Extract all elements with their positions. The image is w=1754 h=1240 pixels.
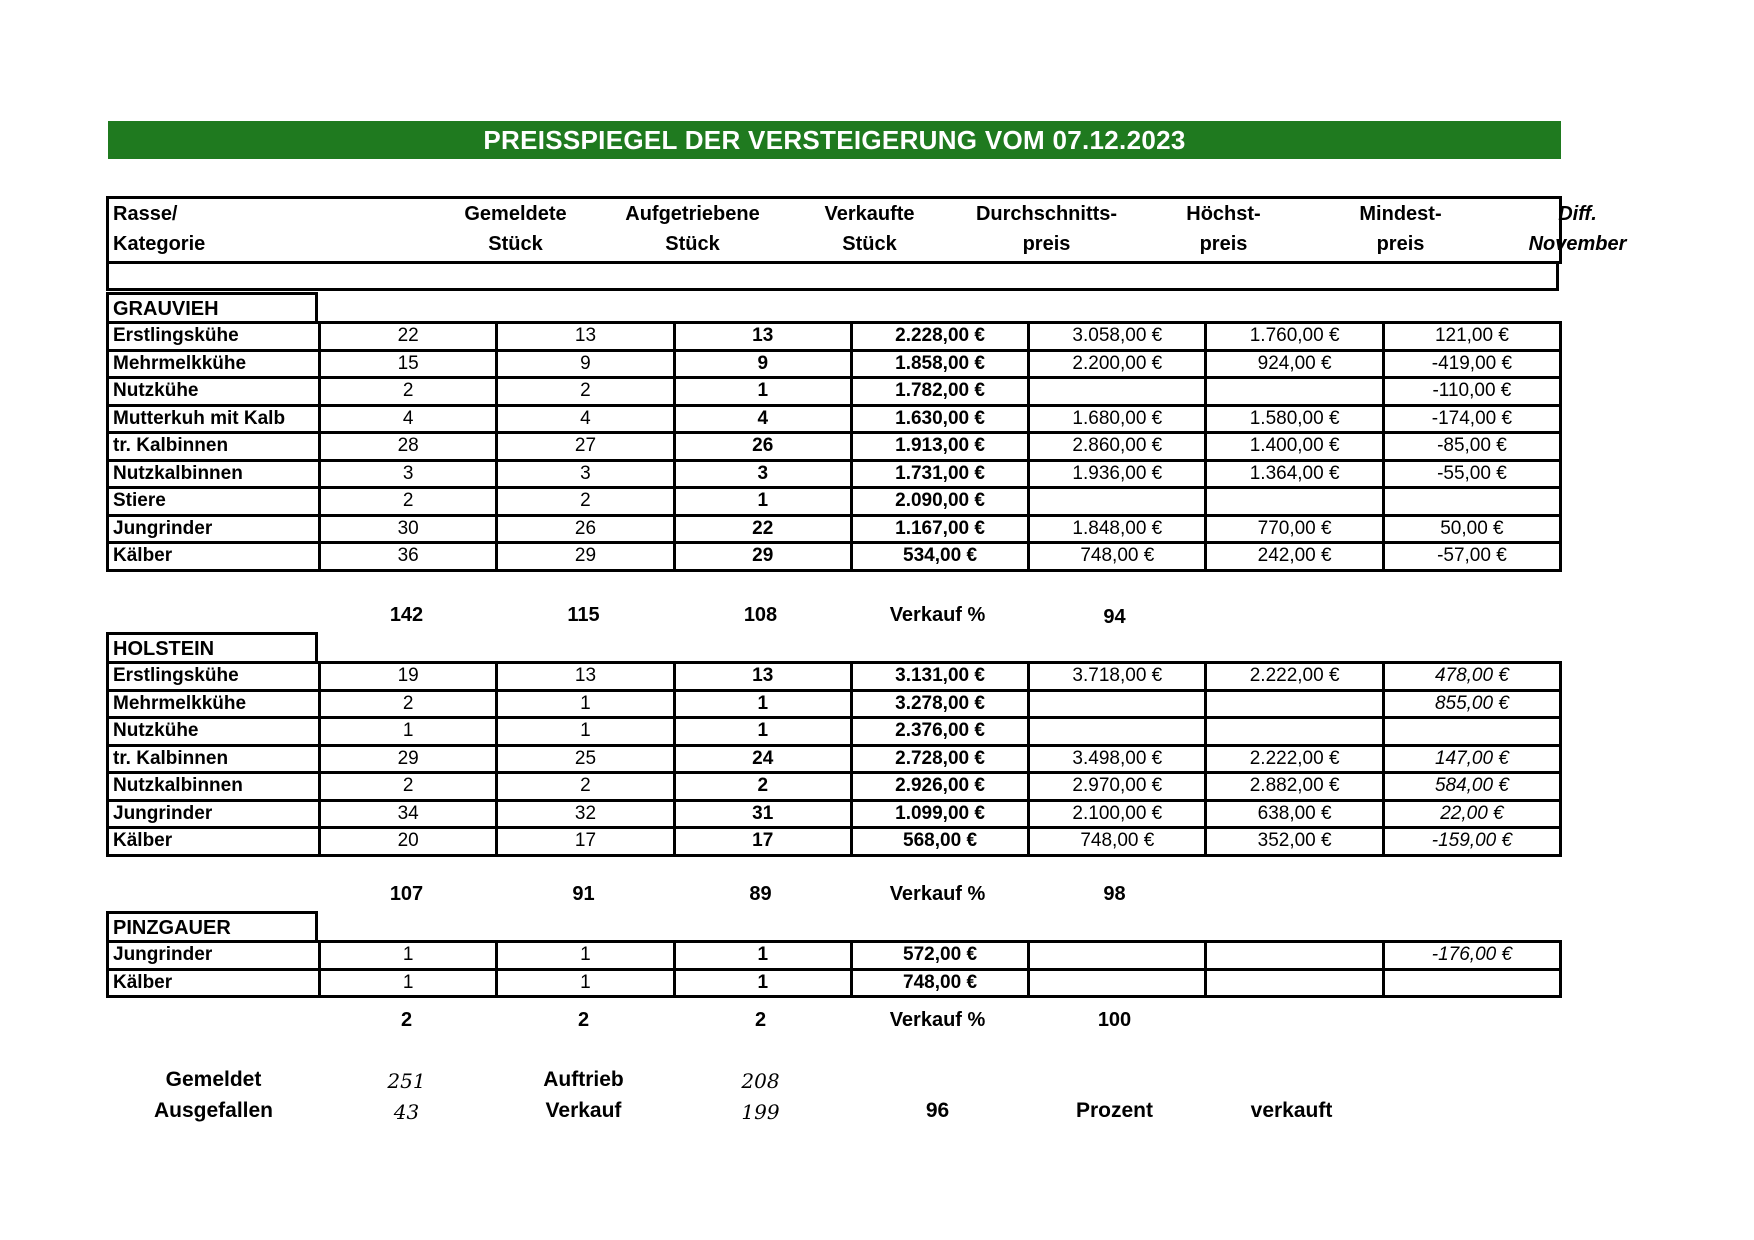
header-mindestpreis: Mindest- preis [1359, 203, 1442, 255]
cell-category: Jungrinder [108, 515, 320, 543]
cell-mindestpreis: 2.882,00 € [1206, 773, 1383, 801]
cell-hoechstpreis: 3.718,00 € [1029, 663, 1206, 691]
cell-aufgetrieben: 9 [497, 350, 674, 378]
cell-diff-november: -57,00 € [1383, 543, 1560, 571]
header-durchschnittspreis: Durchschnitts- preis [975, 203, 1118, 255]
cell-hoechstpreis [1029, 969, 1206, 997]
header-gemeldete: Gemeldete Stück [464, 203, 567, 255]
table-header [106, 196, 1627, 264]
table-row [108, 690, 1561, 718]
cell-hoechstpreis [1029, 378, 1206, 406]
cell-gemeldet: 2 [320, 690, 497, 718]
total-gemeldet-pinzgauer: 2 [400, 1009, 413, 1031]
cell-hoechstpreis [1029, 718, 1206, 746]
cell-verkauft: 13 [674, 323, 851, 351]
cell-durchschnittspreis: 1.630,00 € [851, 405, 1028, 433]
cell-diff-november [1383, 718, 1560, 746]
cell-aufgetrieben: 3 [497, 460, 674, 488]
cell-verkauft: 4 [674, 405, 851, 433]
summary-prozent-label: Prozent [1075, 1099, 1153, 1122]
cell-diff-november: 22,00 € [1383, 800, 1560, 828]
cell-mindestpreis [1206, 378, 1383, 406]
cell-mindestpreis [1206, 488, 1383, 516]
cell-mindestpreis [1206, 718, 1383, 746]
cell-aufgetrieben: 1 [497, 718, 674, 746]
cell-gemeldet: 28 [320, 433, 497, 461]
cell-hoechstpreis: 1.680,00 € [1029, 405, 1206, 433]
cell-diff-november: -85,00 € [1383, 433, 1560, 461]
header-hoechstpreis: Höchst- preis [1186, 203, 1261, 255]
cell-durchschnittspreis: 2.376,00 € [851, 718, 1028, 746]
cell-aufgetrieben: 4 [497, 405, 674, 433]
cell-mindestpreis: 1.364,00 € [1206, 460, 1383, 488]
table-row [108, 433, 1561, 461]
cell-hoechstpreis: 2.860,00 € [1029, 433, 1206, 461]
cell-mindestpreis [1206, 942, 1383, 970]
cell-hoechstpreis: 2.970,00 € [1029, 773, 1206, 801]
cell-durchschnittspreis: 2.926,00 € [851, 773, 1028, 801]
section-label-pinzgauer: PINZGAUER [106, 911, 318, 942]
cell-aufgetrieben: 13 [497, 663, 674, 691]
summary-ausgefallen-label: Ausgefallen [153, 1099, 274, 1122]
cell-aufgetrieben: 1 [497, 690, 674, 718]
cell-verkauft: 2 [674, 773, 851, 801]
cell-verkauft: 24 [674, 745, 851, 773]
cell-verkauft: 31 [674, 800, 851, 828]
cell-verkauft: 9 [674, 350, 851, 378]
cell-diff-november: -174,00 € [1383, 405, 1560, 433]
cell-hoechstpreis: 1.936,00 € [1029, 460, 1206, 488]
table-row [108, 488, 1561, 516]
cell-category: Jungrinder [108, 942, 320, 970]
cell-category: tr. Kalbinnen [108, 433, 320, 461]
cell-mindestpreis: 638,00 € [1206, 800, 1383, 828]
table-row [108, 323, 1561, 351]
cell-aufgetrieben: 25 [497, 745, 674, 773]
table-row [108, 543, 1561, 571]
verkauf-percent-pinzgauer: 100 [1097, 1009, 1132, 1031]
cell-diff-november: 121,00 € [1383, 323, 1560, 351]
cell-aufgetrieben: 2 [497, 488, 674, 516]
cell-hoechstpreis: 748,00 € [1029, 543, 1206, 571]
cell-mindestpreis: 924,00 € [1206, 350, 1383, 378]
cell-mindestpreis: 352,00 € [1206, 828, 1383, 856]
cell-durchschnittspreis: 2.728,00 € [851, 745, 1028, 773]
total-verkauft-pinzgauer: 2 [754, 1009, 767, 1031]
cell-verkauft: 1 [674, 942, 851, 970]
summary-verkauf-label: Verkauf [545, 1099, 622, 1122]
cell-mindestpreis [1206, 690, 1383, 718]
table-row [108, 745, 1561, 773]
cell-gemeldet: 3 [320, 460, 497, 488]
summary-ausgefallen-value: 43 [393, 1100, 420, 1124]
section-label-holstein: HOLSTEIN [106, 632, 318, 663]
cell-gemeldet: 30 [320, 515, 497, 543]
cell-category: Kälber [108, 828, 320, 856]
cell-diff-november: -55,00 € [1383, 460, 1560, 488]
cell-hoechstpreis: 1.848,00 € [1029, 515, 1206, 543]
cell-durchschnittspreis: 572,00 € [851, 942, 1028, 970]
cell-gemeldet: 4 [320, 405, 497, 433]
cell-verkauft: 1 [674, 690, 851, 718]
cell-gemeldet: 20 [320, 828, 497, 856]
table-row [108, 773, 1561, 801]
cell-verkauft: 26 [674, 433, 851, 461]
cell-verkauft: 29 [674, 543, 851, 571]
cell-aufgetrieben: 1 [497, 942, 674, 970]
page-title: PREISSPIEGEL DER VERSTEIGERUNG VOM 07.12.2023 [108, 121, 1561, 159]
cell-mindestpreis [1206, 969, 1383, 997]
cell-diff-november: -419,00 € [1383, 350, 1560, 378]
cell-gemeldet: 2 [320, 488, 497, 516]
cell-aufgetrieben: 17 [497, 828, 674, 856]
cell-aufgetrieben: 26 [497, 515, 674, 543]
cell-durchschnittspreis: 534,00 € [851, 543, 1028, 571]
cell-category: Nutzkühe [108, 378, 320, 406]
table-holstein [106, 661, 1562, 857]
header-rasse-kategorie: Rasse/ Kategorie [113, 203, 206, 255]
cell-category: Nutzkühe [108, 718, 320, 746]
cell-verkauft: 1 [674, 969, 851, 997]
verkauf-percent-label-pinzgauer: Verkauf % [889, 1009, 986, 1031]
cell-durchschnittspreis: 1.858,00 € [851, 350, 1028, 378]
cell-diff-november: 50,00 € [1383, 515, 1560, 543]
cell-hoechstpreis [1029, 690, 1206, 718]
cell-category: Kälber [108, 543, 320, 571]
cell-verkauft: 22 [674, 515, 851, 543]
table-row [108, 460, 1561, 488]
total-aufgetrieben-grauvieh: 115 [567, 604, 600, 626]
total-verkauft-holstein: 89 [749, 883, 772, 905]
verkauf-percent-holstein: 98 [1103, 883, 1126, 905]
cell-verkauft: 3 [674, 460, 851, 488]
table-row [108, 515, 1561, 543]
total-verkauft-grauvieh: 108 [743, 604, 778, 626]
cell-durchschnittspreis: 1.782,00 € [851, 378, 1028, 406]
cell-hoechstpreis: 2.100,00 € [1029, 800, 1206, 828]
table-row [108, 969, 1561, 997]
section-label-grauvieh: GRAUVIEH [106, 292, 318, 323]
verkauf-percent-grauvieh: 94 [1103, 606, 1126, 628]
table-row [108, 942, 1561, 970]
cell-mindestpreis: 1.400,00 € [1206, 433, 1383, 461]
cell-hoechstpreis: 748,00 € [1029, 828, 1206, 856]
cell-durchschnittspreis: 1.167,00 € [851, 515, 1028, 543]
cell-verkauft: 1 [674, 488, 851, 516]
cell-durchschnittspreis: 568,00 € [851, 828, 1028, 856]
cell-diff-november [1383, 488, 1560, 516]
cell-aufgetrieben: 2 [497, 378, 674, 406]
cell-durchschnittspreis: 2.228,00 € [851, 323, 1028, 351]
table-row [108, 718, 1561, 746]
header-spacer [106, 261, 1559, 291]
table-row [108, 828, 1561, 856]
verkauf-percent-label-holstein: Verkauf % [889, 883, 986, 905]
header-aufgetriebene: Aufgetriebene Stück [625, 203, 760, 255]
cell-aufgetrieben: 27 [497, 433, 674, 461]
cell-verkauft: 1 [674, 718, 851, 746]
cell-durchschnittspreis: 3.131,00 € [851, 663, 1028, 691]
summary-verkauf-value: 199 [741, 1100, 780, 1124]
cell-aufgetrieben: 2 [497, 773, 674, 801]
summary-auftrieb-value: 208 [741, 1069, 780, 1093]
cell-mindestpreis: 2.222,00 € [1206, 745, 1383, 773]
cell-gemeldet: 2 [320, 378, 497, 406]
cell-durchschnittspreis: 1.731,00 € [851, 460, 1028, 488]
cell-aufgetrieben: 29 [497, 543, 674, 571]
cell-hoechstpreis: 2.200,00 € [1029, 350, 1206, 378]
summary-verkauft-label: verkauft [1250, 1099, 1333, 1122]
cell-gemeldet: 22 [320, 323, 497, 351]
cell-mindestpreis: 2.222,00 € [1206, 663, 1383, 691]
cell-durchschnittspreis: 748,00 € [851, 969, 1028, 997]
header-diff-november: Diff. November [1528, 203, 1627, 255]
cell-diff-november [1383, 969, 1560, 997]
cell-verkauft: 1 [674, 378, 851, 406]
table-row [108, 663, 1561, 691]
cell-category: Jungrinder [108, 800, 320, 828]
cell-diff-november: -110,00 € [1383, 378, 1560, 406]
cell-category: Nutzkalbinnen [108, 773, 320, 801]
cell-diff-november: 147,00 € [1383, 745, 1560, 773]
cell-mindestpreis: 1.580,00 € [1206, 405, 1383, 433]
summary-gemeldet-label: Gemeldet [165, 1068, 262, 1091]
cell-diff-november: -176,00 € [1383, 942, 1560, 970]
cell-hoechstpreis [1029, 488, 1206, 516]
cell-gemeldet: 29 [320, 745, 497, 773]
cell-mindestpreis: 242,00 € [1206, 543, 1383, 571]
cell-category: Erstlingskühe [108, 323, 320, 351]
table-row [108, 800, 1561, 828]
table-grauvieh [106, 321, 1562, 572]
cell-gemeldet: 1 [320, 718, 497, 746]
cell-durchschnittspreis: 1.913,00 € [851, 433, 1028, 461]
summary-auftrieb-label: Auftrieb [543, 1068, 624, 1091]
verkauf-percent-label-grauvieh: Verkauf % [889, 604, 986, 626]
summary-gemeldet-value: 251 [387, 1069, 426, 1093]
cell-diff-november: 855,00 € [1383, 690, 1560, 718]
table-row [108, 378, 1561, 406]
cell-gemeldet: 15 [320, 350, 497, 378]
cell-mindestpreis: 1.760,00 € [1206, 323, 1383, 351]
cell-category: tr. Kalbinnen [108, 745, 320, 773]
table-pinzgauer [106, 940, 1562, 998]
cell-category: Mehrmelkkühe [108, 350, 320, 378]
cell-hoechstpreis: 3.498,00 € [1029, 745, 1206, 773]
cell-gemeldet: 1 [320, 942, 497, 970]
cell-category: Nutzkalbinnen [108, 460, 320, 488]
cell-category: Erstlingskühe [108, 663, 320, 691]
total-aufgetrieben-pinzgauer: 2 [577, 1009, 590, 1031]
cell-diff-november: 584,00 € [1383, 773, 1560, 801]
cell-gemeldet: 1 [320, 969, 497, 997]
cell-gemeldet: 19 [320, 663, 497, 691]
cell-durchschnittspreis: 1.099,00 € [851, 800, 1028, 828]
cell-category: Stiere [108, 488, 320, 516]
cell-hoechstpreis: 3.058,00 € [1029, 323, 1206, 351]
cell-aufgetrieben: 32 [497, 800, 674, 828]
cell-diff-november: -159,00 € [1383, 828, 1560, 856]
cell-aufgetrieben: 13 [497, 323, 674, 351]
cell-gemeldet: 34 [320, 800, 497, 828]
cell-diff-november: 478,00 € [1383, 663, 1560, 691]
table-row [108, 350, 1561, 378]
cell-hoechstpreis [1029, 942, 1206, 970]
table-row [108, 405, 1561, 433]
cell-gemeldet: 36 [320, 543, 497, 571]
cell-verkauft: 17 [674, 828, 851, 856]
cell-durchschnittspreis: 2.090,00 € [851, 488, 1028, 516]
total-aufgetrieben-holstein: 91 [572, 883, 595, 905]
cell-category: Mutterkuh mit Kalb [108, 405, 320, 433]
cell-aufgetrieben: 1 [497, 969, 674, 997]
cell-gemeldet: 2 [320, 773, 497, 801]
total-gemeldet-grauvieh: 142 [389, 604, 424, 626]
total-gemeldet-holstein: 107 [389, 883, 424, 905]
cell-category: Kälber [108, 969, 320, 997]
summary-percent-value: 96 [925, 1099, 950, 1122]
cell-verkauft: 13 [674, 663, 851, 691]
header-verkaufte: Verkaufte Stück [824, 203, 915, 255]
cell-mindestpreis: 770,00 € [1206, 515, 1383, 543]
cell-category: Mehrmelkkühe [108, 690, 320, 718]
cell-durchschnittspreis: 3.278,00 € [851, 690, 1028, 718]
